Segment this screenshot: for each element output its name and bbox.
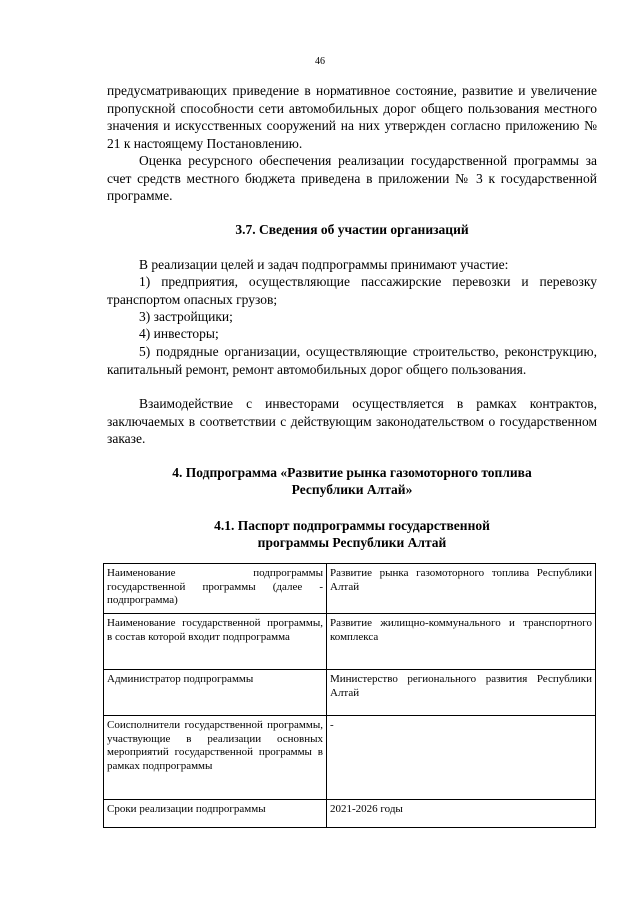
table-cell-value: Министерство регионального развития Республики Алтай [327,670,596,716]
table-row [104,716,596,800]
section-heading-4-1-line2: программы Республики Алтай [257,535,447,550]
list-item-developers: 3) застройщики; [139,309,233,324]
table-cell-label: Наименование государственной программы, в состав которой входит подпрограмма [104,614,327,670]
table-cell-label: Сроки реализации подпрограммы [104,800,327,828]
list-item-investors: 4) инвесторы; [139,326,219,341]
table-row [104,564,596,614]
section-heading-3-7: 3.7. Сведения об участии организаций [235,222,469,237]
paragraph-resource-assessment: Оценка ресурсного обеспечения реализации государственной программы за счет средств местного бюджета приведена в приложении № 3 к государственной программе. [107,153,597,203]
section-heading-4-1-line1: 4.1. Паспорт подпрограммы государственной [214,518,490,533]
table-cell-value: - [327,716,596,800]
paragraph-participants-intro: В реализации целей и задач подпрограммы принимают участие: [139,257,509,272]
page-number: 46 [315,56,325,67]
table-row [104,614,596,670]
section-heading-4-line2: Республики Алтай» [291,482,413,497]
paragraph-road-network: предусматривающих приведение в нормативное состояние, развитие и увеличение пропускной способности сети автомобильных дорог общего пользования местного значения и искусственных сооружений на них утвержден согласно приложению № 21 к настоящему Постановлению. [107,83,597,151]
passport-table [103,563,596,828]
table-cell-value: 2021-2026 годы [327,800,596,828]
table-cell-value: Развитие рынка газомоторного топлива Республики Алтай [327,564,596,614]
table-row [104,800,596,828]
table-cell-label: Администратор подпрограммы [104,670,327,716]
table-cell-label: Наименование подпрограммы государственной программы (далее - подпрограмма) [104,564,327,614]
list-item-contractors: 5) подрядные организации, осуществляющие строительство, реконструкцию, капитальный ремонт, ремонт автомобильных дорог общего пользования. [107,344,597,377]
table-cell-value: Развитие жилищно-коммунального и транспортного комплекса [327,614,596,670]
paragraph-investor-interaction: Взаимодействие с инвесторами осуществляется в рамках контрактов, заключаемых в соответствии с действующим законодательством о государственном заказе. [107,396,597,446]
table-cell-label: Соисполнители государственной программы, участвующие в реализации основных мероприятий государственной программы в рамках подпрограммы [104,716,327,800]
table-row [104,670,596,716]
section-heading-4-line1: 4. Подпрограмма «Развитие рынка газомоторного топлива [172,465,532,480]
list-item-enterprises: 1) предприятия, осуществляющие пассажирские перевозки и перевозку транспортом опасных грузов; [107,274,597,307]
